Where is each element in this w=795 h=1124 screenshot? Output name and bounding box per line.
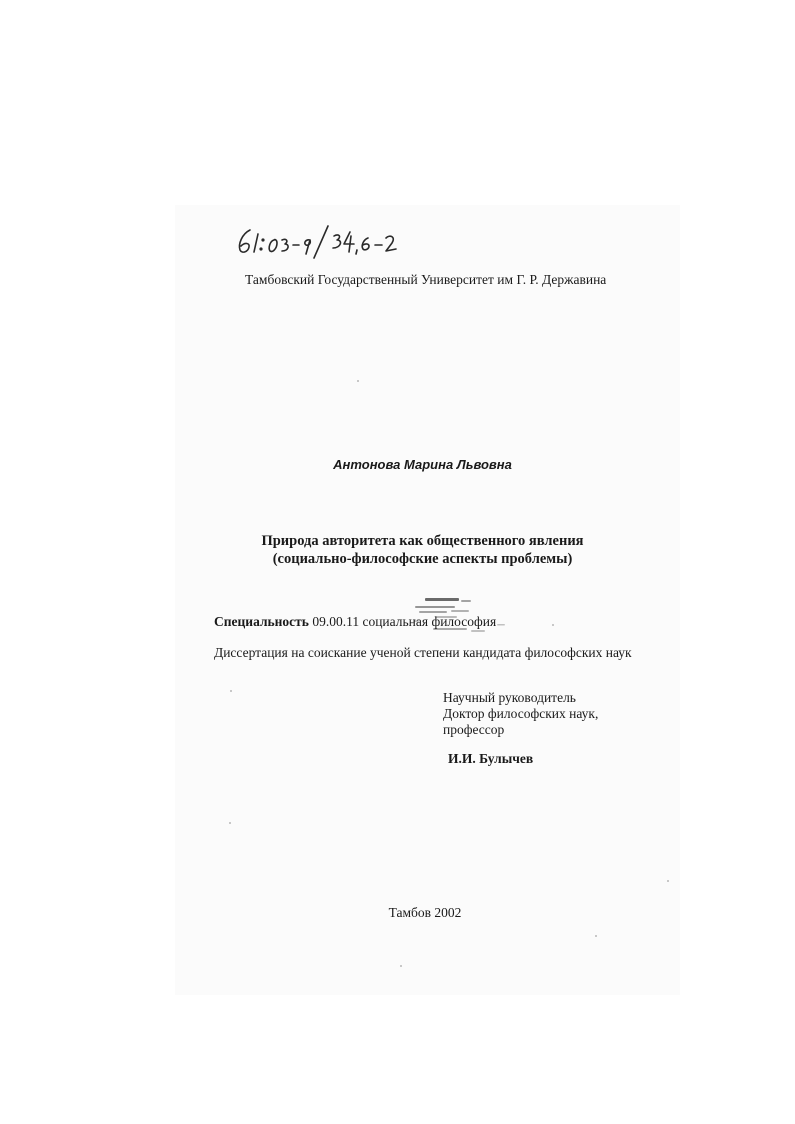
scan-speck <box>357 380 359 382</box>
specialty-label: Специальность <box>214 614 309 629</box>
city-and-year: Тамбов 2002 <box>388 905 462 920</box>
dissertation-title-line-1: Природа авторитета как общественного явления <box>261 533 584 549</box>
handwritten-catalog-code <box>230 212 510 262</box>
handwriting-drawing <box>230 212 510 262</box>
specialty-value: 09.00.11 социальная философия <box>308 614 497 629</box>
supervisor-rank: профессор <box>443 722 505 737</box>
scan-speck <box>229 822 231 824</box>
supervisor-name: И.И. Булычев <box>448 751 534 766</box>
dissertation-degree-line: Диссертация на соискание ученой степени кандидата философских наук <box>214 645 632 660</box>
scan-speck <box>552 624 554 626</box>
supervisor-role: Научный руководитель <box>443 690 576 705</box>
university-name: Тамбовский Государственный Университет им Г. Р. Державина <box>245 272 607 287</box>
scan-speck <box>667 880 669 882</box>
specialty-line <box>214 614 496 630</box>
supervisor-degree: Доктор философских наук, <box>443 706 599 721</box>
scan-speck <box>230 690 232 692</box>
scan-speck <box>595 935 597 937</box>
author-name: Антонова Марина Львовна <box>333 457 512 472</box>
scan-speck <box>400 965 402 967</box>
dissertation-title-line-2: (социально-философские аспекты проблемы) <box>272 551 573 567</box>
